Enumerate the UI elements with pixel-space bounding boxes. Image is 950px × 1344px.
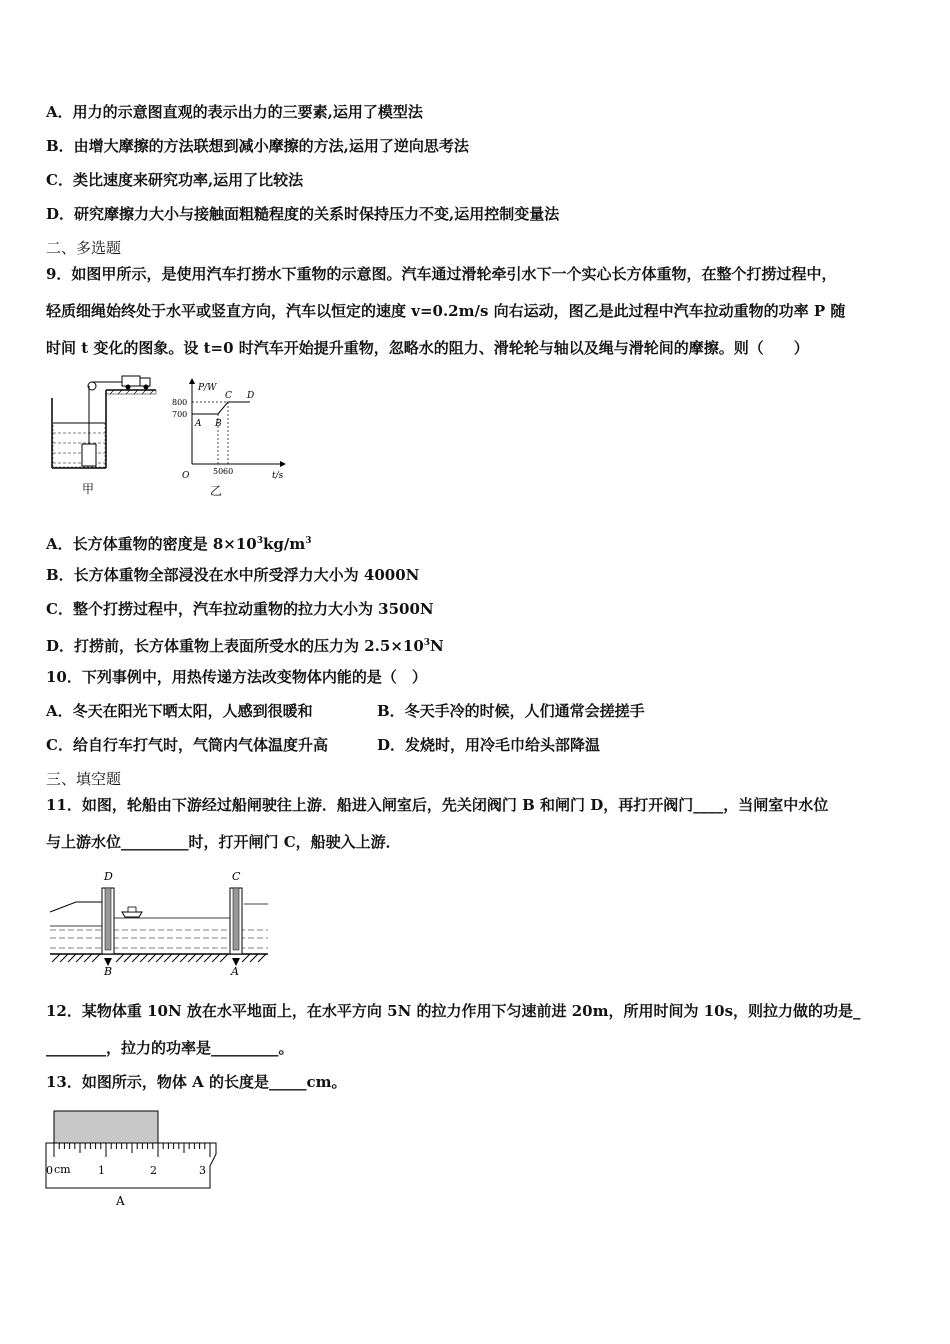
q9-option-c: C．整个打捞过程中，汽车拉动重物的拉力大小为 3500N (46, 600, 434, 618)
q10-option-d: D．发烧时，用冷毛巾给头部降温 (377, 736, 601, 754)
point-label-a: A (195, 419, 202, 429)
object-a-block (54, 1111, 158, 1143)
object-a-label: A (116, 1194, 125, 1208)
q9-option-d: D．打捞前，长方体重物上表面所受水的压力为 $2.5\times 10^3N$ (46, 637, 444, 655)
y-tick-800: 800 (172, 398, 188, 407)
q9-stem-line3: 时间 t 变化的图象。设 t=0 时汽车开始提升重物，忽略水的阻力、滑轮轮与轴以及绳与滑轮间的摩擦。则（ ） (46, 339, 809, 357)
q8-option-d: D．研究摩擦力大小与接触面粗糙程度的关系时保持压力不变,运用控制变量法 (46, 205, 560, 223)
section-heading-multi: 二、多选题 (46, 239, 122, 257)
q12-stem-line1: 12．某物体重 10N 放在水平地面上，在水平方向 5N 的拉力作用下匀速前进 20m，所用时间为 10s，则拉力做的功是_ (46, 1002, 861, 1020)
q10-option-b: B．冬天手冷的时候，人们通常会搓搓手 (377, 702, 645, 720)
q12-stem-line2: ________，拉力的功率是_________。 (46, 1039, 294, 1057)
ruler-mark-1: 1 (98, 1164, 105, 1177)
q10-option-a: A．冬天在阳光下晒太阳，人感到很暖和 (46, 702, 313, 720)
point-label-b: B (215, 419, 222, 429)
q13-figure-ruler (44, 1108, 224, 1212)
ruler-unit: cm (54, 1163, 71, 1176)
q9-option-b: B．长方体重物全部浸没在水中所受浮力大小为 4000N (46, 566, 420, 584)
q8-option-b: B．由增大摩擦的方法联想到减小摩擦的方法,运用了逆向思考法 (46, 137, 469, 155)
ruler-mark-0: 0 (46, 1164, 53, 1177)
q13-stem: 13．如图所示，物体 A 的长度是_____cm。 (46, 1073, 347, 1091)
q10-options-row1 (46, 701, 906, 721)
gate-c-label: C (232, 870, 241, 883)
y-tick-700: 700 (172, 410, 188, 419)
power-series-line (192, 402, 250, 414)
q9-stem-line2: 轻质细绳始终处于水平或竖直方向，汽车以恒定的速度 v=0.2m/s 向右运动，图乙是此过程中汽车拉动重物的功率 P 随 (46, 302, 846, 320)
q9-figure-jia-caption: 甲 (82, 482, 95, 496)
q10-stem: 10．下列事例中，用热传递方法改变物体内能的是（ ） (46, 668, 427, 686)
q11-stem-line1: 11．如图，轮船由下游经过船闸驶往上游．船进入闸室后，先关闭阀门 B 和闸门 D，再打开阀门____，当闸室中水位 (46, 796, 829, 814)
y-axis-label: P/W (198, 383, 217, 393)
q10-option-c: C．给自行车打气时，气筒内气体温度升高 (46, 736, 328, 754)
q8-option-a: A．用力的示意图直观的表示出力的三要素,运用了模型法 (46, 103, 423, 121)
power-time-chart (168, 378, 288, 502)
q8-option-c: C．类比速度来研究功率,运用了比较法 (46, 171, 304, 189)
q9-figure-yi-caption: 乙 (210, 484, 223, 498)
origin-label: O (182, 471, 190, 481)
valve-b-label: B (104, 965, 113, 978)
point-label-d: D (247, 391, 255, 401)
gate-d-label: D (104, 870, 113, 883)
ruler-mark-2: 2 (150, 1164, 157, 1177)
x-tick-60: 60 (223, 467, 234, 476)
x-axis-label: t/s (272, 471, 284, 481)
q11-stem-line2: 与上游水位_________时，打开闸门 C，船驶入上游． (46, 833, 401, 851)
q11-figure-ship-lock (46, 866, 272, 978)
q9-figure-yi (168, 378, 288, 502)
ruler-body (46, 1143, 216, 1188)
q9-stem-line1: 9．如图甲所示，是使用汽车打捞水下重物的示意图。汽车通过滑轮牵引水下一个实心长方体重物，在整个打捞过程中， (46, 265, 837, 283)
ruler-mark-3: 3 (199, 1164, 206, 1177)
section-heading-fill: 三、填空题 (46, 770, 122, 788)
q10-options-row2 (46, 735, 906, 755)
x-tick-50: 50 (213, 467, 224, 476)
point-label-c: C (225, 391, 232, 401)
valve-a-label: A (231, 965, 239, 978)
q9-option-a: A．长方体重物的密度是 $8\times 10^3kg/m^3$ (46, 535, 312, 553)
q9-figure-jia (44, 368, 164, 500)
